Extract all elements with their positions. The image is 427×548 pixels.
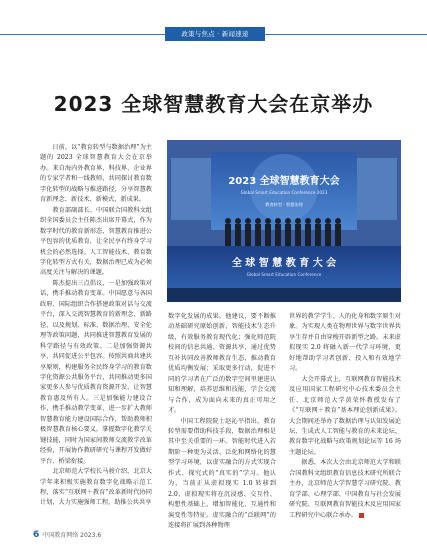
end-mark-icon	[359, 513, 364, 518]
header-rule-left	[0, 34, 165, 35]
paragraph: 中国工程院院士赵沁平指出，教育转型需要借助科技手段，数据治理相是其中至关重要的一环。智能时代进入若期阶一种更为灵活、泛化和网络化的慧型学习环境，以虚实融合的方式实现合作式、探究式的“真实的”学习。他认为，当前正从虚拟现实 1.0 转移到 2.0、虚拟现实将在沉浸感、交互性、构想性基础上，增加智能化、互通性和演变性等特征。虚实融合的“泛联网”的连接将扩展到各种物理	[168, 417, 276, 530]
paragraph: 大会开幕式上，互联网教育智能技术及应用国家工程研究中心技术委员会主任、北京师范大学黄荣怀教授发布了《“互联网＋教育”基本理论创新成果》。大会期间还举办了数据治理与认知发展论坛、生成式人工智能与教育的未来论坛、教育数字化战略与政策规划论坛等 16 场主题论坛。	[289, 375, 401, 456]
page-footer	[33, 530, 101, 540]
article-column-2	[168, 312, 276, 532]
conference-photo	[167, 140, 401, 302]
article-title: 2023 全球智慧教育大会在京举办	[53, 92, 374, 116]
paragraph-text: 据悉，本次大会由北京师范大学和联合国教科文组织教育信息技术研究所联合主办，北京师范大学智慧学习研究院、教育学部、心理学部、中国教育与社会发展研究院、互联网教育智能技术及应用国家工程研究中心联合承办。	[289, 459, 401, 519]
banner-main: 2023 全球智慧教育大会	[228, 176, 340, 187]
stage-text: 全 球 智 慧 教 育 大 会	[231, 258, 337, 269]
section-header	[0, 0, 427, 42]
banner-tag: 教育转型 · 智慧治理	[265, 202, 303, 207]
paragraph: 数字化发展的成果。他建议，要不断推动基础研究原始创新，智能技术生态升级，有效服务教育现代化；强化师范院校间的信息共通、资源共享，通过优势互补共同改善教师教育生态，推动教育优质均衡发展；采取更多行动，促进不同的学习者在广泛的数字空间里建进认知和理解，培养思维和技能，学会交流与合作，成为面向未来的真正可用之才。	[168, 313, 276, 415]
paragraph: 陈杰提出三点倡议，一是加强政策对话，携手推动教育变革。中国愿意与各国政府、国际组织合作搭建政策对话与交流平台，深入交流智慧教育的新理念、新路径、以及规划、标准、数据治理、安全伦理等政策问题，共同推进智慧教育发展的科学路径与有效政策。二是加强资源共享，共同促进公平包容。按照共商共建共享原则，构建服务全民终身学习的教育数字化资源公共服务平台，共同推动更多国家更多人参与优质教育资源开发，让智慧教育惠及所有人。三是加强能力建设合作，携手推动教学变革，进一步扩大教师智慧教育能力建设国际合作，帮助教师积极智慧教育核心要义，掌握数字化教学关键技能，同时为国家间教师交流教学改革经验，开展协作教研研究与课程开发做好平台、桥梁衔接。	[40, 279, 152, 465]
article-column-3	[289, 312, 401, 521]
paragraph: 教育部副部长、中国联合国教科文组织全国委员会主任陈杰出席开幕式，作为数字时代的教育新形态，智慧教育推进公平包容的优质教育，让全民享有终身学习机会的必然选择。人工智能技术、教育数字化转型方式有关，数据治理已成为必须高度关注与解决的课题。	[40, 206, 152, 277]
paragraph: 北京师范大学校长马骏介绍，北京大学年来积极实施教育数字化战略示范工程，落实“互联网＋教育”改革新时代协同计划，大力实施强师工程，助推公共共享	[40, 468, 152, 507]
section-tab: 政策与焦点 · 新闻速递	[165, 27, 265, 41]
header-rule-right	[265, 34, 427, 35]
page-number: 6	[33, 530, 40, 540]
journal-label: 中国教育网络 2023.6	[42, 532, 102, 539]
paragraph: 日前，以“教育转型与数据治理”为主题的 2023 全球智慧教育大会在京举办。来自海内外教育界、科技界、企业界的专家学者和一线教师，共同探讨教育数字化转型的战略与推进路径，分享智慧教育新理念、新技术、新模式、新成果。	[40, 144, 152, 204]
stage-sub: Global Smart Education Conference	[246, 272, 322, 277]
conference-scene	[167, 140, 401, 302]
paragraph	[289, 458, 401, 521]
article-column-1	[40, 143, 152, 509]
banner-sub: Global Smart Education Conference 2023	[240, 190, 328, 195]
paragraph: 世界的教学学生、人的化身和数字原生对象。为实现人类在物理世界与数字世界共享生存并自由穿梭开辟新型之路。未来虚拟现实 2.0 将融入新一代学习环境，更好地帮助学习者创新、投入和有效地学习。	[289, 313, 401, 373]
